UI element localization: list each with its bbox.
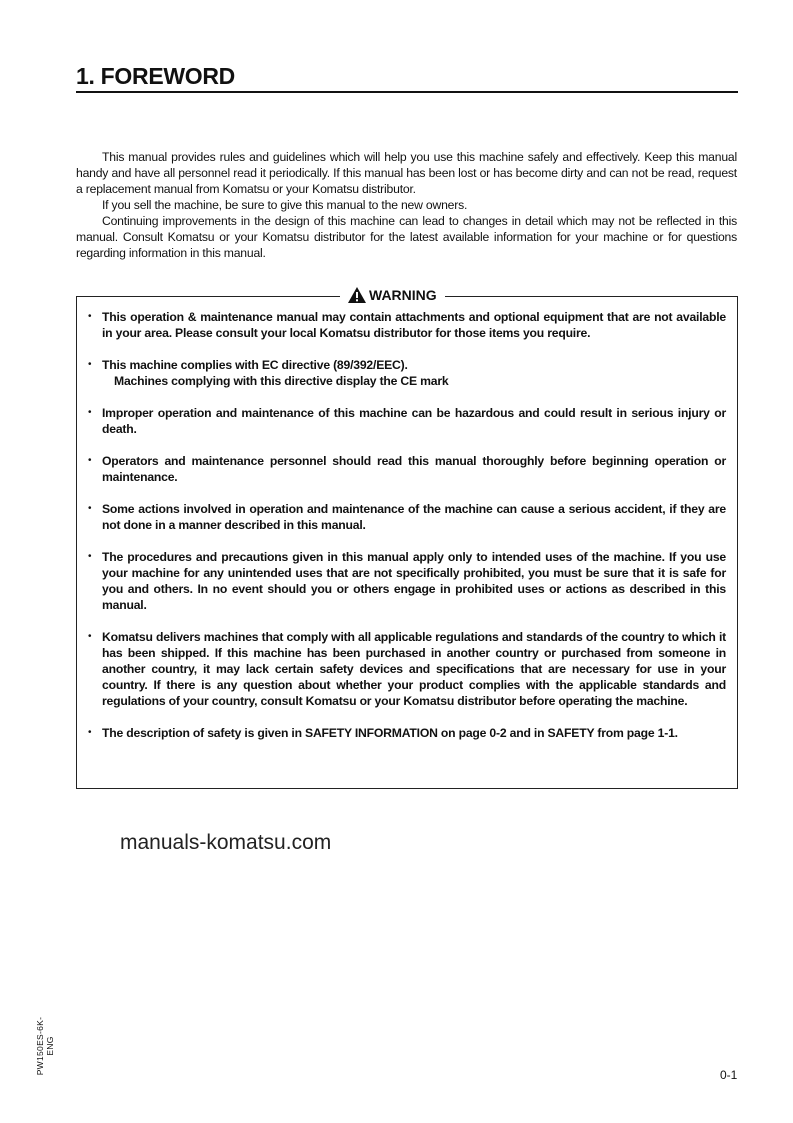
- intro-paragraph: Continuing improvements in the design of this machine can lead to changes in detail which may not be reflected in this manual. Consult Komatsu or your Komatsu distributor for the latest available information for your machine or for questions regarding information in this manual.: [76, 214, 737, 260]
- foreword-intro: [76, 149, 737, 261]
- bullet: •: [88, 551, 92, 562]
- warning-item-main: This machine complies with EC directive (89/392/EEC).: [102, 358, 408, 372]
- bullet: •: [88, 727, 92, 738]
- warning-heading: [340, 286, 445, 304]
- page-number: 0-1: [720, 1068, 738, 1082]
- warning-item-main: The description of safety is given in SAFETY INFORMATION on page 0-2 and in SAFETY from page 1-1.: [102, 726, 678, 740]
- intro-paragraph: If you sell the machine, be sure to give this manual to the new owners.: [102, 198, 468, 212]
- watermark: manuals-komatsu.com: [120, 831, 332, 854]
- bullet: •: [88, 455, 92, 466]
- warning-item-text: [102, 549, 726, 613]
- warning-item: [88, 453, 726, 485]
- warning-item-text: [102, 501, 726, 533]
- warning-item-main: The procedures and precautions given in this manual apply only to intended uses of the machine. If you use your machine for any unintended uses that are not specifically prohibited, you must be sure that it is safe for you and others. In no event should you or others engage in prohibited uses or actions as described in this manual.: [102, 550, 726, 612]
- bullet: •: [88, 503, 92, 514]
- bullet: •: [88, 407, 92, 418]
- page-title: 1. FOREWORD: [76, 62, 738, 93]
- warning-item-main: Komatsu delivers machines that comply with all applicable regulations and standards of the country to which it has been shipped. If this machine has been purchased in another country or purchased from someone in another country, it may lack certain safety devices and specifications that are necessary for use in your country. If there is any question about whether your product complies with the applicable standards and regulations of your country, consult Komatsu or your Komatsu distributor before operating the machine.: [102, 630, 726, 708]
- warning-item-text: [102, 629, 726, 709]
- bullet: •: [88, 311, 92, 322]
- warning-item-sub: Machines complying with this directive display the CE mark: [114, 374, 449, 388]
- warning-item-main: Improper operation and maintenance of this machine can be hazardous and could result in serious injury or death.: [102, 406, 726, 436]
- warning-item: [88, 405, 726, 437]
- warning-item: [88, 629, 726, 709]
- document-code: PW150ES-6K-ENG: [35, 1016, 55, 1076]
- warning-item-main: Some actions involved in operation and maintenance of the machine can cause a serious accident, if they are not done in a manner described in this manual.: [102, 502, 726, 532]
- warning-item: [88, 725, 726, 741]
- bullet: •: [88, 359, 92, 370]
- bullet: •: [88, 631, 92, 642]
- warning-label: WARNING: [369, 287, 437, 303]
- warning-item: [88, 501, 726, 533]
- warning-list: [88, 309, 726, 757]
- warning-item-text: [102, 725, 726, 741]
- warning-item-main: This operation & maintenance manual may contain attachments and optional equipment that are not available in your area. Please consult your local Komatsu distributor for those items you require.: [102, 310, 726, 340]
- warning-item-main: Operators and maintenance personnel should read this manual thoroughly before beginning operation or maintenance.: [102, 454, 726, 484]
- warning-item-text: [102, 405, 726, 437]
- warning-item-text: [102, 453, 726, 485]
- warning-triangle-icon: [348, 287, 366, 303]
- intro-paragraph: This manual provides rules and guidelines which will help you use this machine safely and effectively. Keep this manual handy and have all personnel read it periodically. If this manual has been lost or has become dirty and can not be read, request a replacement manual from Komatsu or your Komatsu distributor.: [76, 150, 737, 196]
- warning-item: [88, 549, 726, 613]
- warning-item: [88, 309, 726, 341]
- warning-item-text: [102, 357, 726, 389]
- warning-item: [88, 357, 726, 389]
- warning-item-text: [102, 309, 726, 341]
